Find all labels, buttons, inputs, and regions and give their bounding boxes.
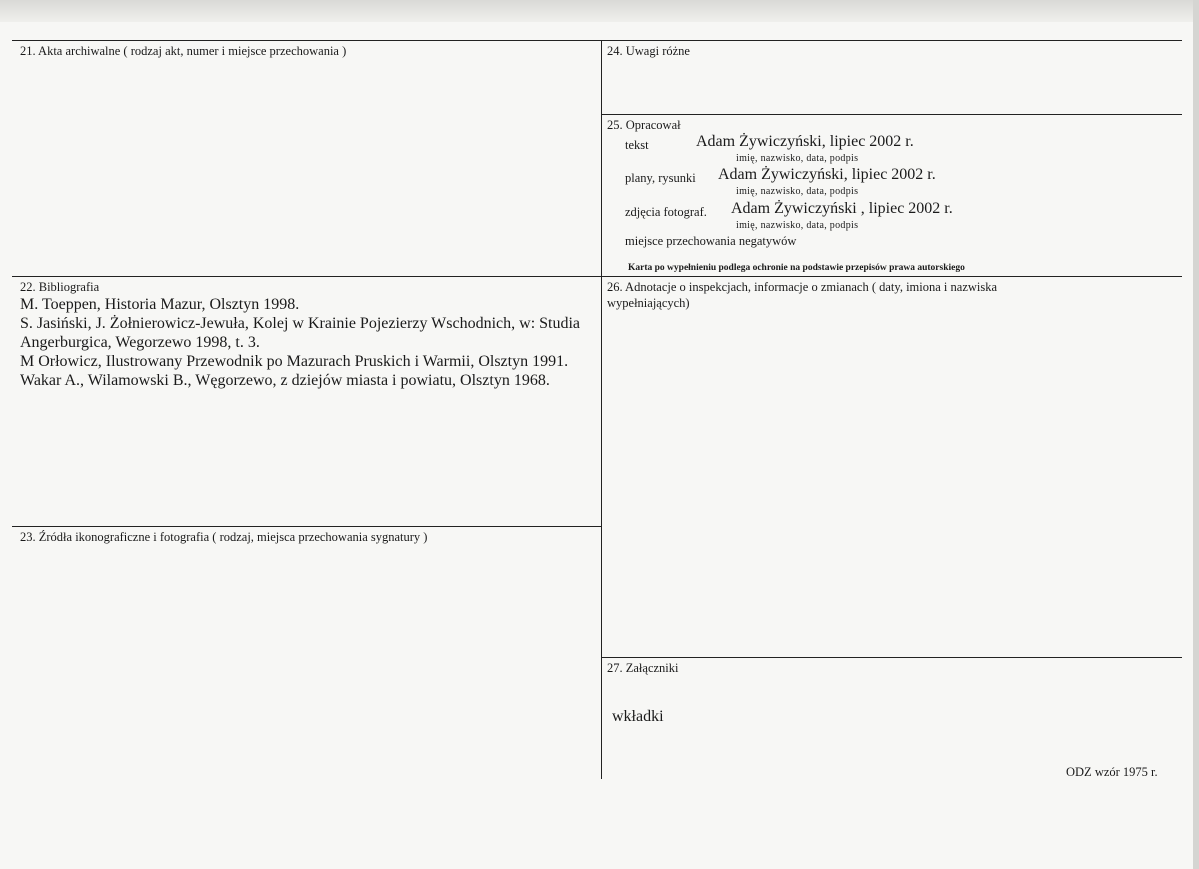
section-26-label: 26. Adnotacje o inspekcjach, informacje o zmianach ( daty, imiona i nazwiska xyxy=(607,280,998,294)
top-border xyxy=(12,40,1182,41)
bibliography-entry: M. Toeppen, Historia Mazur, Olsztyn 1998. xyxy=(20,296,300,313)
section-25-label: 25. Opracował xyxy=(607,118,681,132)
section-27-label: 27. Załączniki xyxy=(607,661,679,675)
scan-right-edge xyxy=(1193,0,1199,869)
divider-21-22 xyxy=(12,276,1182,277)
author-caption-photos: imię, nazwisko, data, podpis xyxy=(736,220,859,231)
section-26-label-cont: wypełniających) xyxy=(607,296,690,310)
author-value-photos: Adam Żywiczyński , lipiec 2002 r. xyxy=(731,200,953,217)
scan-top-strip xyxy=(0,0,1199,22)
author-caption-plans: imię, nazwisko, data, podpis xyxy=(736,186,859,197)
center-divider xyxy=(601,40,602,779)
divider-22-23 xyxy=(12,526,601,527)
negatives-location-label: miejsce przechowania negatywów xyxy=(625,234,797,248)
copyright-notice: Karta po wypełnieniu podlega ochronie na podstawie przepisów prawa autorskiego xyxy=(628,263,965,273)
section-23-label: 23. Źródła ikonograficzne i fotografia ( rodzaj, miejsca przechowania sygnatury ) xyxy=(20,530,428,544)
form-template-id: ODZ wzór 1975 r. xyxy=(1066,765,1158,779)
bibliography-entry: S. Jasiński, J. Żołnierowicz-Jewuła, Kolej w Krainie Pojezierzy Wschodnich, w: Studia Angerburgica, Wegorzewo 1998, t. 3. xyxy=(20,315,581,351)
section-21-label: 21. Akta archiwalne ( rodzaj akt, numer i miejsce przechowania ) xyxy=(20,44,347,58)
author-value-plans: Adam Żywiczyński, lipiec 2002 r. xyxy=(718,166,936,183)
author-caption-text: imię, nazwisko, data, podpis xyxy=(736,153,859,164)
divider-26-27 xyxy=(602,657,1182,658)
attachments-value: wkładki xyxy=(612,708,664,725)
section-22-label: 22. Bibliografia xyxy=(20,280,100,294)
bibliography-list xyxy=(20,295,600,390)
divider-24-25 xyxy=(602,114,1182,115)
author-role-plans: plany, rysunki xyxy=(625,171,696,185)
author-role-text: tekst xyxy=(625,138,649,152)
author-value-text: Adam Żywiczyński, lipiec 2002 r. xyxy=(696,133,914,150)
bibliography-entry: Wakar A., Wilamowski B., Węgorzewo, z dziejów miasta i powiatu, Olsztyn 1968. xyxy=(20,372,550,389)
author-role-photos: zdjęcia fotograf. xyxy=(625,205,707,219)
bibliography-entry: M Orłowicz, Ilustrowany Przewodnik po Mazurach Pruskich i Warmii, Olsztyn 1991. xyxy=(20,353,569,370)
section-24-label: 24. Uwagi różne xyxy=(607,44,690,58)
